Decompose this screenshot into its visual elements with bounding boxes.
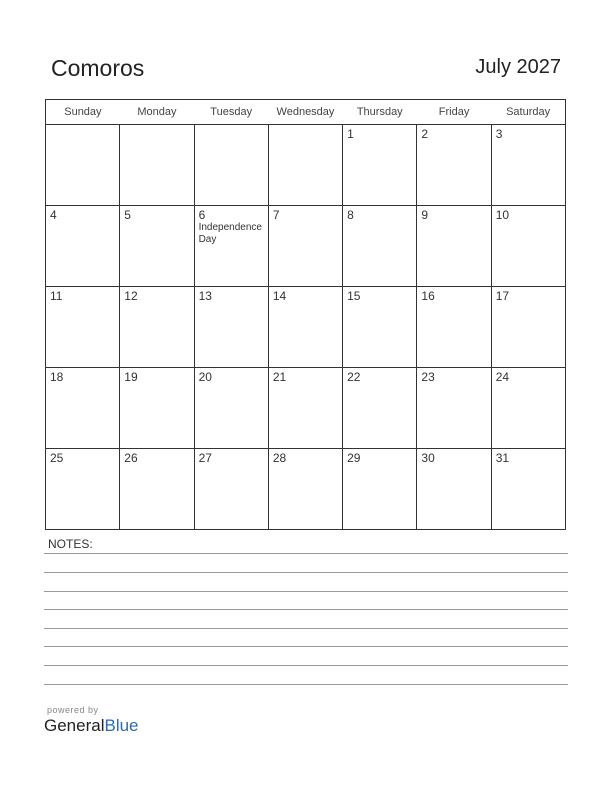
- calendar-day-cell: [343, 449, 417, 530]
- weekday-header: Friday: [417, 100, 491, 125]
- day-number: 14: [272, 289, 287, 303]
- day-number: 3: [495, 127, 503, 141]
- calendar-week-row: [46, 125, 566, 206]
- calendar-day-cell: [343, 206, 417, 287]
- calendar-day-cell: [120, 206, 194, 287]
- note-line: [44, 665, 568, 666]
- note-line: [44, 553, 568, 554]
- day-number: 22: [347, 370, 361, 384]
- day-number: 12: [124, 289, 138, 303]
- day-number: 8: [347, 208, 354, 222]
- calendar-day-cell: [417, 206, 491, 287]
- calendar-week-row: [46, 287, 566, 368]
- calendar-week-row: [46, 206, 566, 287]
- note-line: [44, 628, 568, 629]
- calendar-day-cell: [46, 206, 120, 287]
- day-number: 26: [124, 451, 138, 465]
- note-line: [44, 609, 568, 610]
- day-number: 9: [421, 208, 429, 222]
- day-number: 21: [272, 370, 287, 384]
- day-number: 16: [421, 289, 435, 303]
- calendar-day-cell: [120, 368, 194, 449]
- day-number: 6: [198, 208, 206, 222]
- weekday-header: Tuesday: [194, 100, 268, 125]
- calendar-day-cell: [491, 368, 565, 449]
- day-number: 23: [421, 370, 435, 384]
- calendar-day-cell: [194, 368, 268, 449]
- calendar-day-cell: [194, 125, 268, 206]
- calendar-day-cell: [268, 368, 342, 449]
- day-number: 24: [495, 370, 510, 384]
- day-number: 2: [421, 127, 429, 141]
- holiday-label: Independence Day: [198, 222, 262, 245]
- calendar-day-cell: [268, 206, 342, 287]
- day-number: 25: [50, 451, 64, 465]
- calendar-day-cell: [268, 125, 342, 206]
- calendar-day-cell: [46, 368, 120, 449]
- day-number: 5: [124, 208, 131, 222]
- note-line: [44, 572, 568, 573]
- day-number: 10: [495, 208, 510, 222]
- calendar-day-cell: [194, 206, 268, 287]
- day-number: 20: [198, 370, 212, 384]
- calendar-day-cell: [46, 125, 120, 206]
- notes-label: NOTES:: [48, 537, 93, 551]
- calendar-day-cell: [417, 368, 491, 449]
- day-number: 4: [50, 208, 57, 222]
- calendar-day-cell: [268, 287, 342, 368]
- calendar-day-cell: [417, 287, 491, 368]
- logo-blue-text: Blue: [104, 716, 139, 735]
- weekday-header: Sunday: [46, 100, 120, 125]
- day-number: 13: [198, 289, 212, 303]
- calendar-day-cell: [343, 287, 417, 368]
- calendar-day-cell: [120, 125, 194, 206]
- calendar-day-cell: [194, 287, 268, 368]
- calendar-country-title: Comoros: [51, 55, 145, 81]
- day-number: 30: [421, 451, 435, 465]
- calendar-day-cell: [491, 125, 565, 206]
- calendar-day-cell: [417, 125, 491, 206]
- calendar-day-cell: [491, 206, 565, 287]
- day-number: 1: [347, 127, 354, 141]
- day-number: 11: [50, 289, 63, 303]
- weekday-header: Thursday: [343, 100, 417, 125]
- day-number: 17: [495, 289, 510, 303]
- weekday-header: Wednesday: [268, 100, 342, 125]
- calendar-week-row: [46, 368, 566, 449]
- logo-general-text: General: [44, 716, 105, 735]
- day-number: 7: [272, 208, 280, 222]
- calendar-day-cell: [491, 287, 565, 368]
- calendar-day-cell: [491, 449, 565, 530]
- weekday-header: Monday: [120, 100, 194, 125]
- calendar-day-cell: [343, 125, 417, 206]
- calendar-grid: [45, 99, 566, 530]
- day-number: 28: [272, 451, 287, 465]
- day-number: 15: [347, 289, 361, 303]
- calendar-day-cell: [120, 287, 194, 368]
- calendar-day-cell: [120, 449, 194, 530]
- generalblue-logo: [44, 716, 139, 736]
- day-number: 31: [495, 451, 510, 465]
- day-number: 27: [198, 451, 212, 465]
- day-number: 19: [124, 370, 138, 384]
- calendar-day-cell: [268, 449, 342, 530]
- calendar-day-cell: [417, 449, 491, 530]
- weekday-header-row: [46, 100, 566, 125]
- note-line: [44, 591, 568, 592]
- weekday-header: Saturday: [491, 100, 565, 125]
- day-number: 29: [347, 451, 361, 465]
- day-number: 18: [50, 370, 64, 384]
- calendar-month-title: July 2027: [475, 56, 561, 78]
- calendar-week-row: [46, 449, 566, 530]
- note-line: [44, 684, 568, 685]
- calendar-day-cell: [46, 287, 120, 368]
- note-line: [44, 646, 568, 647]
- calendar-day-cell: [194, 449, 268, 530]
- calendar-day-cell: [46, 449, 120, 530]
- calendar-day-cell: [343, 368, 417, 449]
- powered-by-text: powered by: [47, 705, 99, 715]
